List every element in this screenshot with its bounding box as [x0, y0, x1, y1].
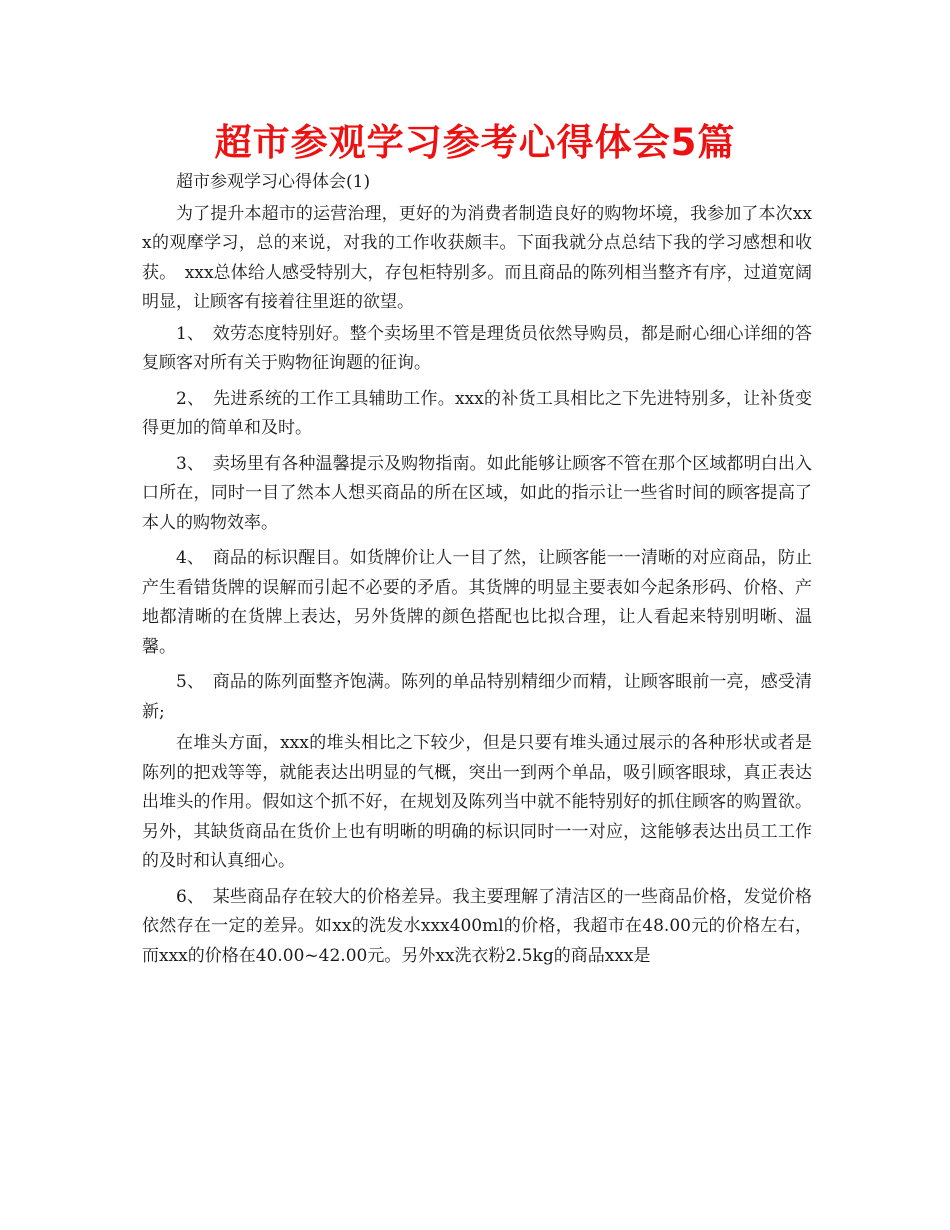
paragraph-point-1: 1、 效劳态度特别好。整个卖场里不管是理货员依然导购员，都是耐心细心详细的答复顾客对所有关于购物征询题的征询。 — [142, 323, 812, 373]
document-body — [142, 168, 812, 973]
paragraph-display-heads: 在堆头方面，xxx的堆头相比之下较少，但是只要有堆头通过展示的各种形状或者是陈列的把戏等等，就能表达出明显的气概，突出一到两个单品，吸引顾客眼球，真正表达出堆头的作用。假如这个抓不好，在规划及陈列当中就不能特别好的抓住顾客的购置欲。另外，其缺货商品在货价上也有明晰的明确的标识同时一一对应，这能够表达出员工工作的及时和认真细心。 — [142, 733, 812, 871]
paragraph-point-6: 6、 某些商品存在较大的价格差异。我主要理解了清洁区的一些商品价格，发觉价格依然存在一定的差异。如xx的洗发水xxx400ml的价格，我超市在48.00元的价格左右，而xxx的价格在40.00~42.00元。另外xx洗衣粉2.5kg的商品xxx是 — [142, 886, 812, 966]
document-title: 超市参观学习参考心得体会5篇 — [214, 121, 736, 164]
paragraph-point-3: 3、 卖场里有各种温馨提示及购物指南。如此能够让顾客不管在那个区域都明白出入口所在，同时一目了然本人想买商品的所在区域，如此的指示让一些省时间的顾客提高了本人的购物效率。 — [142, 453, 812, 533]
paragraph-point-2: 2、 先进系统的工作工具辅助工作。xxx的补货工具相比之下先进特别多，让补货变得更加的简单和及时。 — [142, 388, 812, 438]
paragraph-point-4: 4、 商品的标识醒目。如货牌价让人一目了然，让顾客能一一清晰的对应商品，防止产生看错货牌的误解而引起不必要的矛盾。其货牌的明显主要表如今起条形码、价格、产地都清晰的在货牌上表达，另外货牌的颜色搭配也比拟合理，让人看起来特别明晰、温馨。 — [142, 548, 812, 657]
paragraph-point-5: 5、 商品的陈列面整齐饱满。陈列的单品特别精细少而精，让顾客眼前一亮，感受清新; — [142, 672, 812, 722]
paragraph-intro: 为了提升本超市的运营治理，更好的为消费者制造良好的购物坏境，我参加了本次xxx的观摩学习，总的来说，对我的工作收获颇丰。下面我就分点总结下我的学习感想和收获。 xxx总体给人感受特别大，存包柜特别多。而且商品的陈列相当整齐有序，过道宽阔明显，让顾客有接着往里逛的欲望。 — [142, 203, 812, 312]
section-heading: 超市参观学习心得体会(1) — [176, 172, 371, 192]
